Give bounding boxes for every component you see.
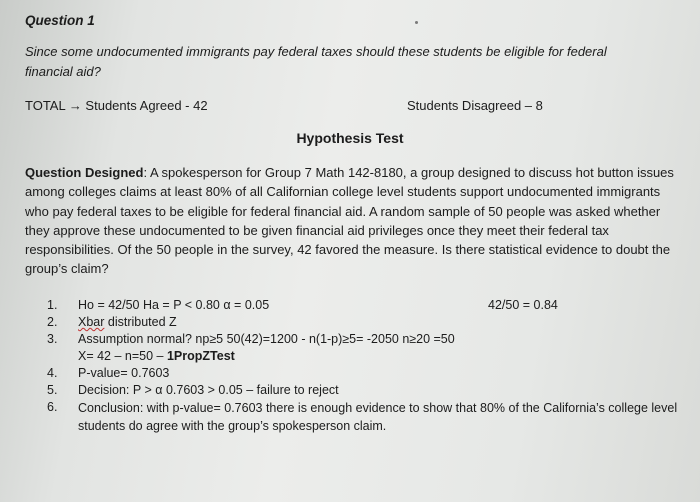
- spellcheck-word: Xbar: [78, 315, 105, 329]
- list-item: 2. Xbar distributed Z: [47, 315, 177, 329]
- list-item: 1. Ho = 42/50 Ha = P < 0.80 α = 0.05 42/50 = 0.84: [47, 298, 558, 312]
- question-prompt-line1: Since some undocumented immigrants pay federal taxes should these students be eligible for federal: [25, 44, 607, 59]
- question-designed-text: : A spokesperson for Group 7 Math 142-8180, a group designed to discuss hot button issues among colleges claims at least 80% of all Californian college level students support undocumented immigrants who pay federal taxes to be eligible for federal financial aid. A random sample of 50 people was asked whether they approve these undocumented to be given financial aid privileges once they meet their federal tax responsibilities. Of the 50 people in the survey, 42 favored the measure. Is there statistical evidence to doubt the group’s claim?: [25, 165, 674, 277]
- test-name: 1PropZTest: [166, 349, 235, 363]
- question-title: Question 1: [25, 13, 95, 28]
- total-disagreed: Students Disagreed – 8: [407, 98, 543, 113]
- list-item: X= 42 – n=50 – 1PropZTest: [78, 349, 235, 363]
- ratio-value: 42/50 = 0.84: [488, 298, 558, 312]
- hypothesis-steps-list: [47, 297, 687, 435]
- list-item: 4. P-value= 0.7603: [47, 366, 170, 380]
- list-item: 6. Conclusion: with p-value= 0.7603 there is enough evidence to show that 80% of the California’s college level students do agree with the group’s spokesperson claim.: [47, 400, 678, 433]
- question-designed-label: Question Designed: [25, 165, 144, 180]
- list-item: 3. Assumption normal? np≥5 50(42)=1200 - n(1-p)≥5= -2050 n≥20 =50: [47, 332, 455, 346]
- stray-mark: [415, 21, 418, 24]
- section-title: Hypothesis Test: [296, 130, 404, 146]
- question-prompt-line2: financial aid?: [25, 64, 101, 79]
- total-agreed: TOTAL → Students Agreed - 42: [25, 98, 208, 113]
- list-item: 5. Decision: P > α 0.7603 > 0.05 – failure to reject: [47, 383, 339, 397]
- question-designed-paragraph: [25, 163, 685, 279]
